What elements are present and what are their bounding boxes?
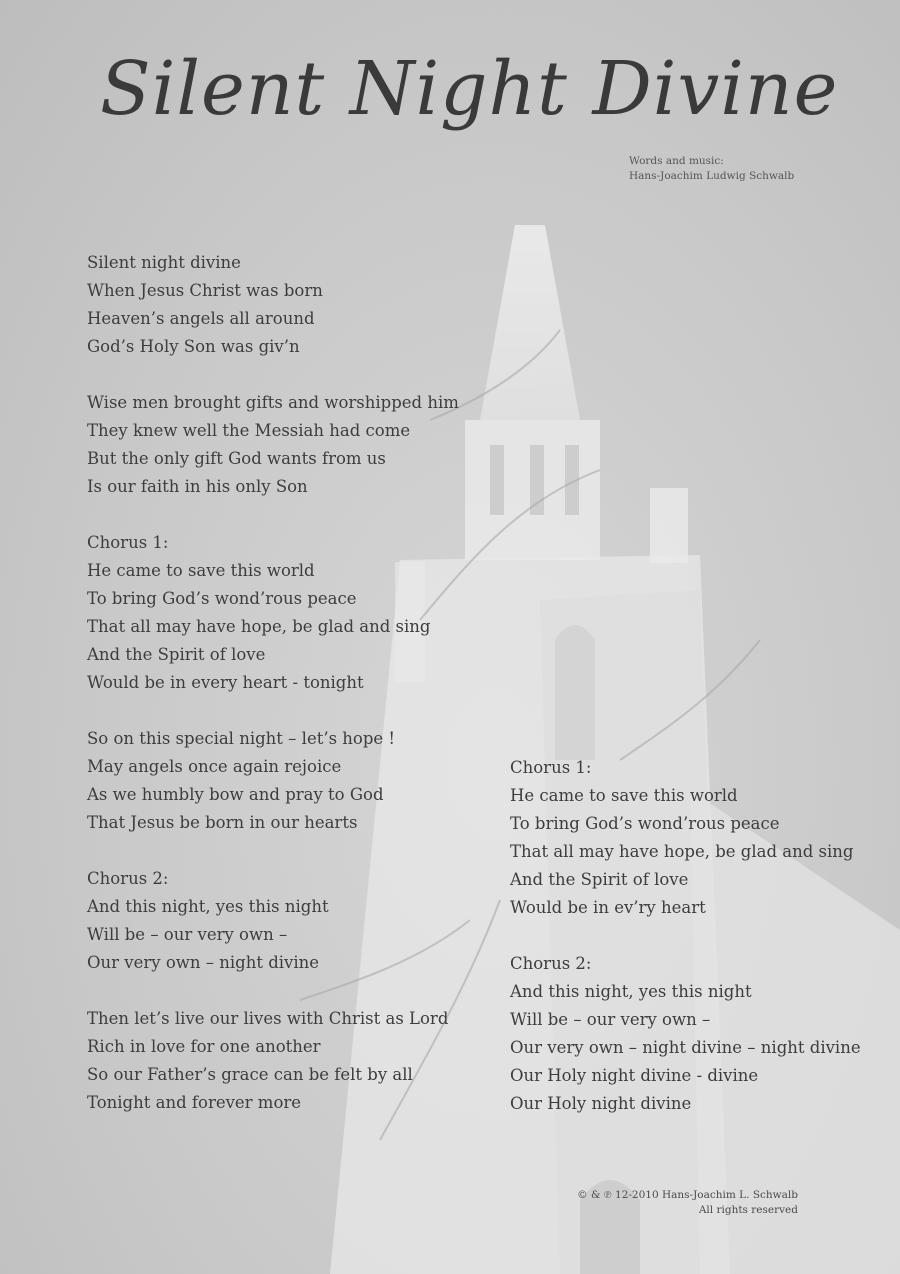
copyright-footer [577, 1188, 798, 1218]
lyric-line: May angels once again rejoice [87, 757, 342, 776]
lyric-line: So on this special night – let’s hope ! [87, 729, 396, 748]
lyric-line: But the only gift God wants from us [87, 449, 386, 468]
lyric-line: And the Spirit of love [87, 645, 266, 664]
lyric-line: Wise men brought gifts and worshipped him [87, 393, 459, 412]
lyric-line: Chorus 1: [87, 533, 169, 552]
lyric-line: Our very own – night divine [87, 953, 320, 972]
stanza [510, 950, 890, 1118]
stanza [87, 865, 487, 977]
lyric-line: Would be in every heart - tonight [87, 673, 364, 692]
lyric-line: To bring God’s wond’rous peace [510, 814, 780, 833]
stanza [87, 249, 487, 361]
lyric-line: Will be – our very own – [87, 925, 288, 944]
left-lyrics-column [87, 249, 487, 1117]
lyric-line: They knew well the Messiah had come [87, 421, 411, 440]
lyric-line: Tonight and forever more [87, 1093, 302, 1112]
lyric-line: Chorus 2: [87, 869, 169, 888]
lyric-line: Is our faith in his only Son [87, 477, 308, 496]
stanza [510, 754, 890, 922]
lyric-line: That all may have hope, be glad and sing [87, 617, 431, 636]
lyric-line: Our Holy night divine - divine [510, 1066, 759, 1085]
lyric-line: Would be in ev’ry heart [510, 898, 706, 917]
lyric-line: And the Spirit of love [510, 870, 689, 889]
right-lyrics-column [510, 754, 890, 1118]
lyric-line: Our very own – night divine – night divine [510, 1038, 861, 1057]
credits [629, 154, 794, 184]
stanza [87, 529, 487, 697]
lyric-line: And this night, yes this night [510, 982, 752, 1001]
lyric-line: Will be – our very own – [510, 1010, 711, 1029]
lyric-line: God’s Holy Son was giv’n [87, 337, 300, 356]
stanza [87, 725, 487, 837]
lyric-line: To bring God’s wond’rous peace [87, 589, 357, 608]
credits-label: Words and music: [629, 155, 724, 167]
credits-author: Hans-Joachim Ludwig Schwalb [629, 170, 795, 182]
copyright-line: © & ℗ 12-2010 Hans-Joachim L. Schwalb [577, 1189, 798, 1201]
lyric-line: Then let’s live our lives with Christ as Lord [87, 1009, 449, 1028]
lyric-line: Chorus 2: [510, 954, 592, 973]
lyric-line: Heaven’s angels all around [87, 309, 315, 328]
lyric-line: Silent night divine [87, 253, 241, 272]
lyric-line: That Jesus be born in our hearts [87, 813, 358, 832]
lyric-line: Chorus 1: [510, 758, 592, 777]
lyric-line: He came to save this world [510, 786, 738, 805]
lyric-line: He came to save this world [87, 561, 315, 580]
lyric-line: That all may have hope, be glad and sing [510, 842, 854, 861]
song-title: Silent Night Divine [100, 46, 839, 132]
lyric-line: As we humbly bow and pray to God [87, 785, 384, 804]
rights-line: All rights reserved [698, 1204, 798, 1216]
stanza [87, 1005, 487, 1117]
lyric-line: Rich in love for one another [87, 1037, 321, 1056]
lyric-line: So our Father’s grace can be felt by all [87, 1065, 413, 1084]
stanza [87, 389, 487, 501]
lyric-line: When Jesus Christ was born [87, 281, 323, 300]
lyric-line: Our Holy night divine [510, 1094, 692, 1113]
lyric-line: And this night, yes this night [87, 897, 329, 916]
